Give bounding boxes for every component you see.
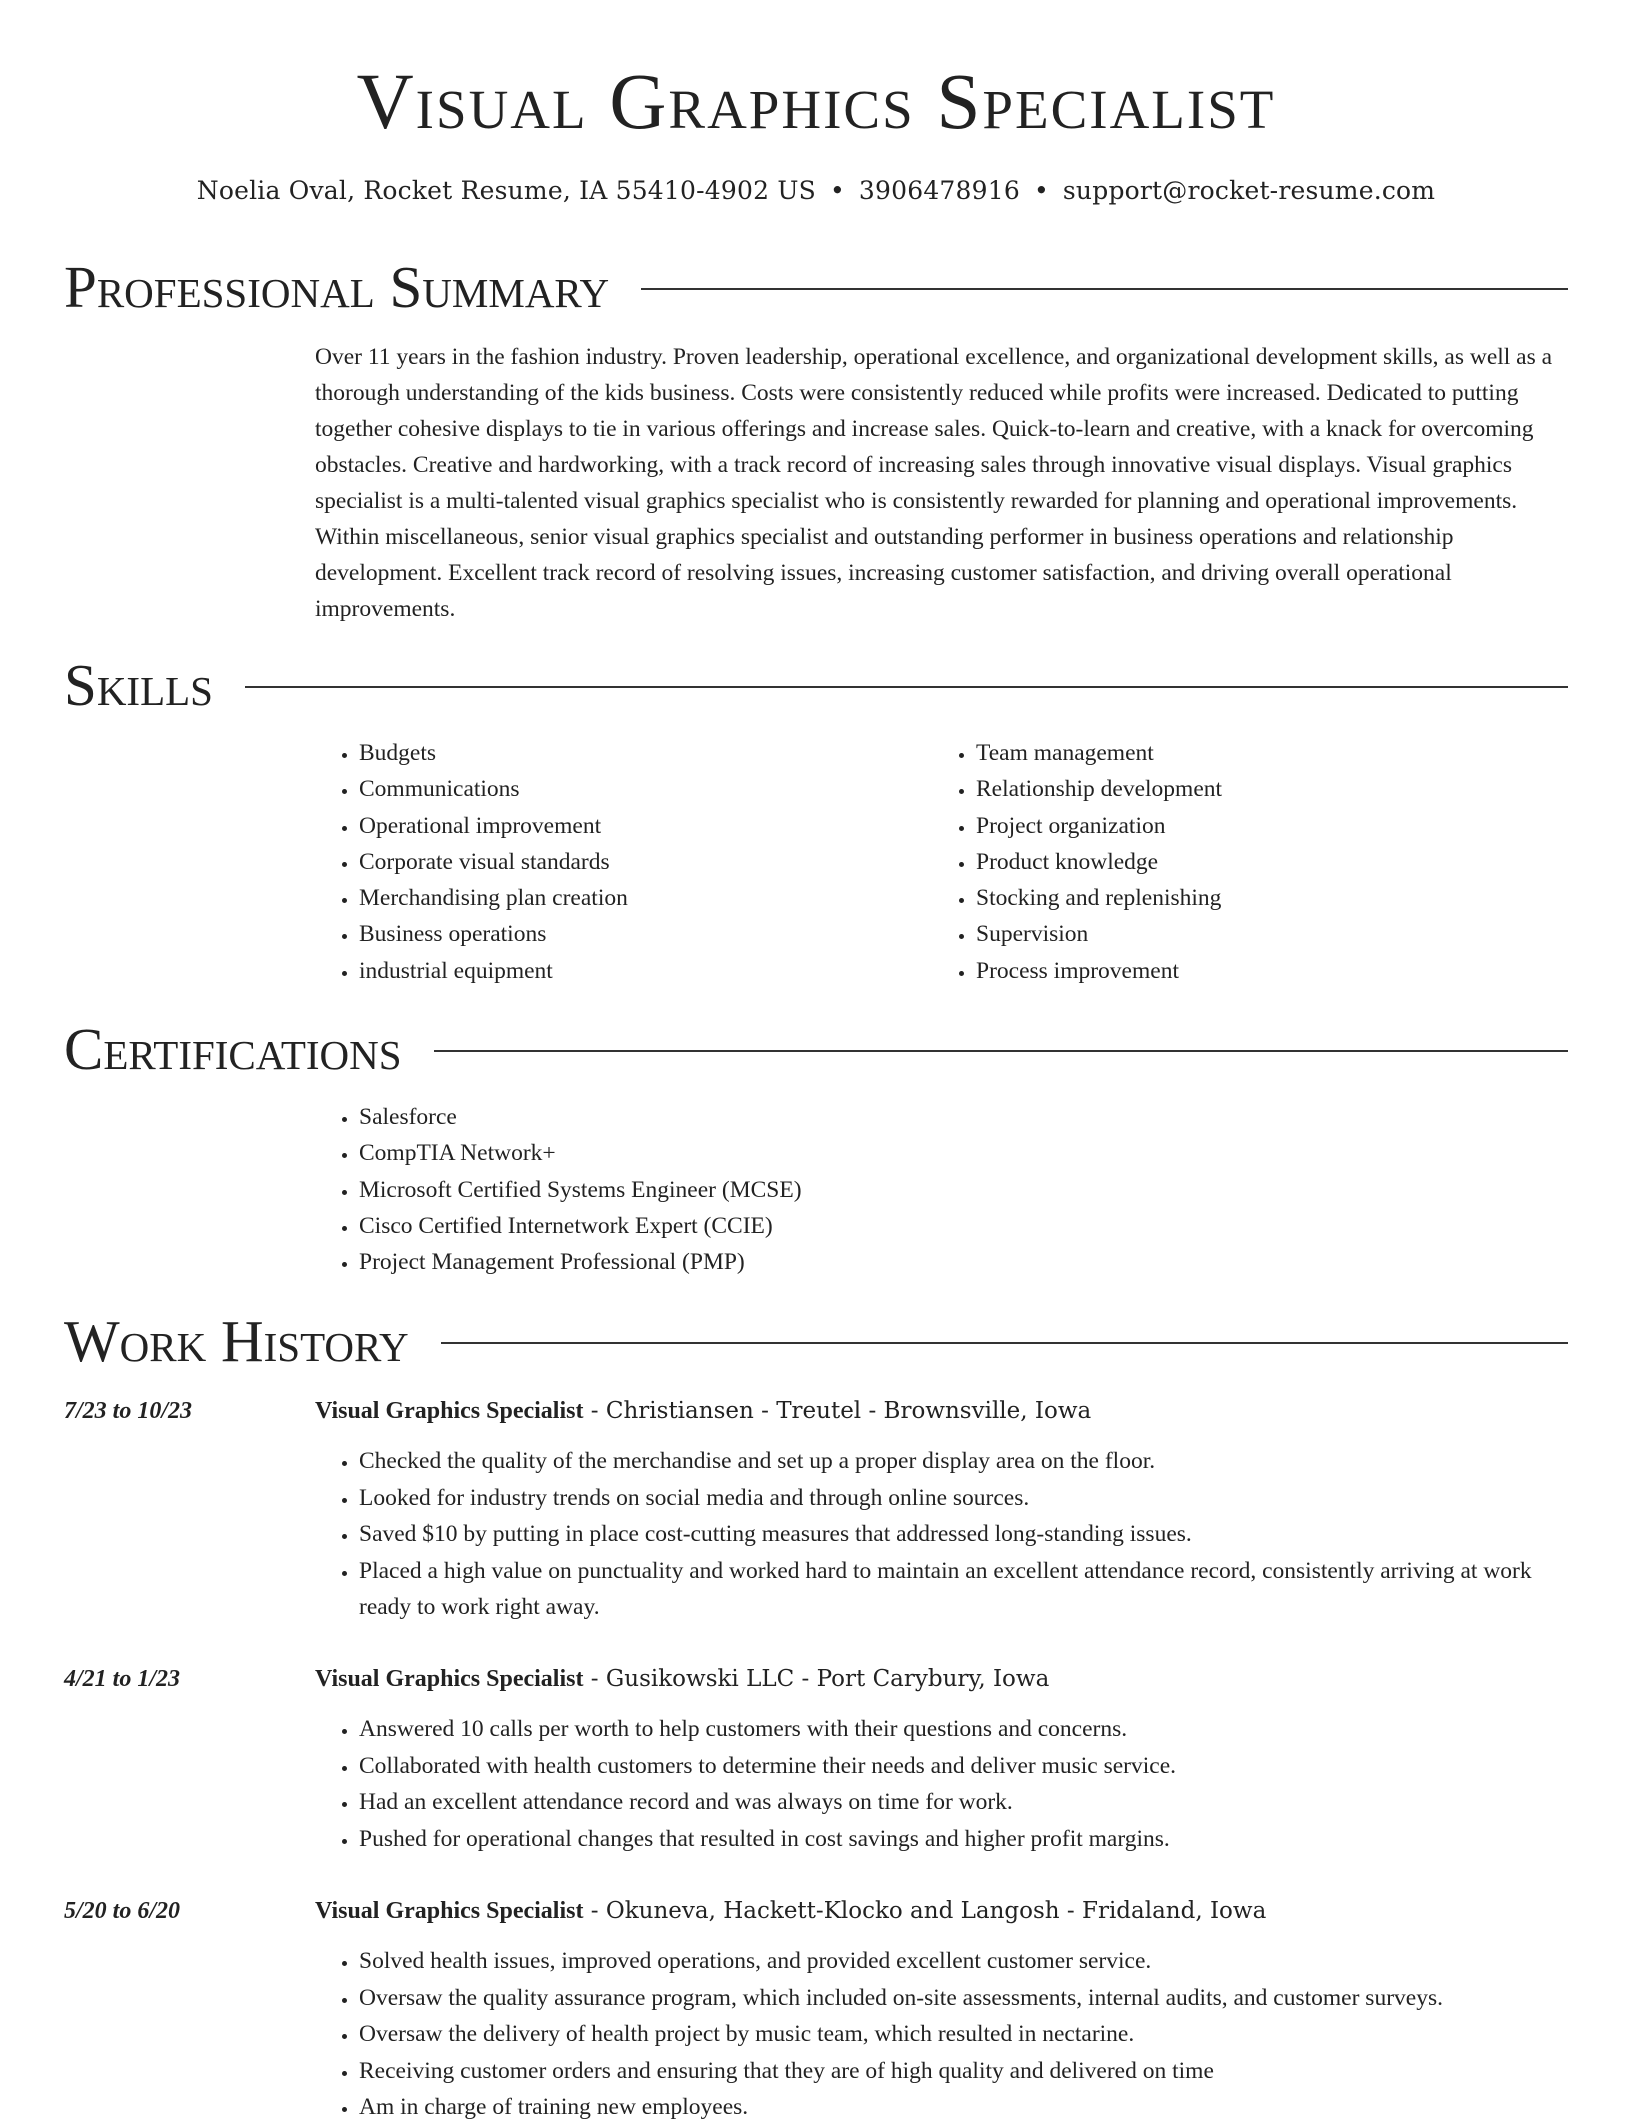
skill-item: • Supervision — [976, 916, 1562, 952]
section-divider — [641, 288, 1568, 290]
section-divider — [441, 1342, 1568, 1344]
job-bullet: • Checked the quality of the merchandise and set up a proper display area on the floor. — [359, 1443, 1568, 1480]
job-dates: 7/23 to 10/23 — [64, 1398, 193, 1424]
skill-item: • Project organization — [976, 808, 1562, 844]
certification-item: • Microsoft Certified Systems Engineer (MCSE) — [359, 1172, 802, 1208]
contact-phone: 3906478916 — [858, 176, 1020, 205]
job-bullet: • Collaborated with health customers to determine their needs and deliver music service. — [359, 1748, 1568, 1785]
skill-item: • Stocking and replenishing — [976, 880, 1562, 916]
skills-column-right — [932, 735, 1562, 989]
skills-section-header — [64, 650, 1568, 720]
skill-item: • Budgets — [359, 735, 895, 771]
section-title: Skills — [64, 652, 213, 718]
job-heading — [315, 1893, 1266, 1929]
job-company-location: - Gusikowski LLC - Port Carybury, Iowa — [583, 1666, 1050, 1692]
summary-section-header — [64, 252, 1568, 322]
section-title: Professional Summary — [64, 254, 610, 320]
job-bullet: • Looked for industry trends on social media and through online sources. — [359, 1480, 1568, 1517]
job-title: Visual Graphics Specialist — [315, 1898, 584, 1924]
section-title: Certifications — [64, 1016, 402, 1082]
skill-item: • Process improvement — [976, 953, 1562, 989]
job-title: Visual Graphics Specialist — [315, 1398, 584, 1424]
job-bullet: • Receiving customer orders and ensuring that they are of high quality and delivered on time — [359, 2053, 1568, 2090]
job-bullet: • Had an excellent attendance record and was always on time for work. — [359, 1784, 1568, 1821]
section-divider — [434, 1050, 1568, 1052]
skill-item: • Operational improvement — [359, 808, 895, 844]
section-title: Work History — [64, 1308, 409, 1374]
job-company-location: - Christiansen - Treutel - Brownsville, Iowa — [583, 1398, 1092, 1424]
certification-item: • Salesforce — [359, 1099, 802, 1135]
job-bullet: • Oversaw the quality assurance program, which included on-site assessments, internal audits, and customer surveys. — [359, 1980, 1568, 2017]
certification-item: • Project Management Professional (PMP) — [359, 1244, 802, 1280]
certification-item: • CompTIA Network+ — [359, 1135, 802, 1171]
contact-separator: • — [829, 176, 845, 205]
certifications-section-header — [64, 1014, 1568, 1084]
skill-item: • Merchandising plan creation — [359, 880, 895, 916]
contact-line — [0, 175, 1632, 207]
job-bullet: • Am in charge of training new employees. — [359, 2089, 1568, 2126]
job-company-location: - Okuneva, Hackett-Klocko and Langosh - Fridaland, Iowa — [583, 1898, 1267, 1924]
skills-column-left — [315, 735, 895, 989]
skill-item: • industrial equipment — [359, 953, 895, 989]
job-bullet: • Oversaw the delivery of health project by music team, which resulted in nectarine. — [359, 2016, 1568, 2053]
job-heading — [315, 1393, 1091, 1429]
skill-item: • Corporate visual standards — [359, 844, 895, 880]
skill-item: • Team management — [976, 735, 1562, 771]
job-bullet: • Solved health issues, improved operations, and provided excellent customer service. — [359, 1943, 1568, 1980]
job-bullet: • Pushed for operational changes that resulted in cost savings and higher profit margins. — [359, 1821, 1568, 1858]
summary-text: Over 11 years in the fashion industry. Proven leadership, operational excellence, and organizational development skills, as well as a thorough understanding of the kids business. Costs were consistently reduced while profits were increased. Dedicated to putting together cohesive displays to tie in various offerings and increase sales. Quick-to-learn and creative, with a knack for overcoming obstacles. Creative and hardworking, with a track record of increasing sales through innovative visual displays. Visual graphics specialist is a multi-talented visual graphics specialist who is consistently rewarded for planning and operational improvements. Within miscellaneous, senior visual graphics specialist and outstanding performer in business operations and relationship development. Excellent track record of resolving issues, increasing customer satisfaction, and driving overall operational improvements. — [315, 344, 1553, 622]
job-dates: 5/20 to 6/20 — [64, 1898, 181, 1924]
contact-address: Noelia Oval, Rocket Resume, IA 55410-4902 US — [196, 176, 816, 205]
job-bullet: • Placed a high value on punctuality and worked hard to maintain an excellent attendance record, consistently arriving at work ready to work right away. — [359, 1553, 1568, 1626]
skill-item: • Communications — [359, 771, 895, 807]
job-title: Visual Graphics Specialist — [315, 1666, 584, 1692]
job-dates: 4/21 to 1/23 — [64, 1666, 181, 1692]
skill-item: • Product knowledge — [976, 844, 1562, 880]
job-bullet: • Answered 10 calls per worth to help customers with their questions and concerns. — [359, 1711, 1568, 1748]
certification-item: • Cisco Certified Internetwork Expert (CCIE) — [359, 1208, 802, 1244]
contact-separator: • — [1033, 176, 1049, 205]
section-divider — [245, 686, 1568, 688]
work-history-section-header — [64, 1306, 1568, 1376]
job-bullet: • Saved $10 by putting in place cost-cutting measures that addressed long-standing issues. — [359, 1516, 1568, 1553]
resume-name: Visual Graphics Specialist — [356, 59, 1276, 146]
skill-item: • Relationship development — [976, 771, 1562, 807]
certifications-list — [315, 1099, 802, 1280]
job-heading — [315, 1661, 1049, 1697]
skill-item: • Business operations — [359, 916, 895, 952]
contact-email: support@rocket-resume.com — [1062, 176, 1436, 205]
